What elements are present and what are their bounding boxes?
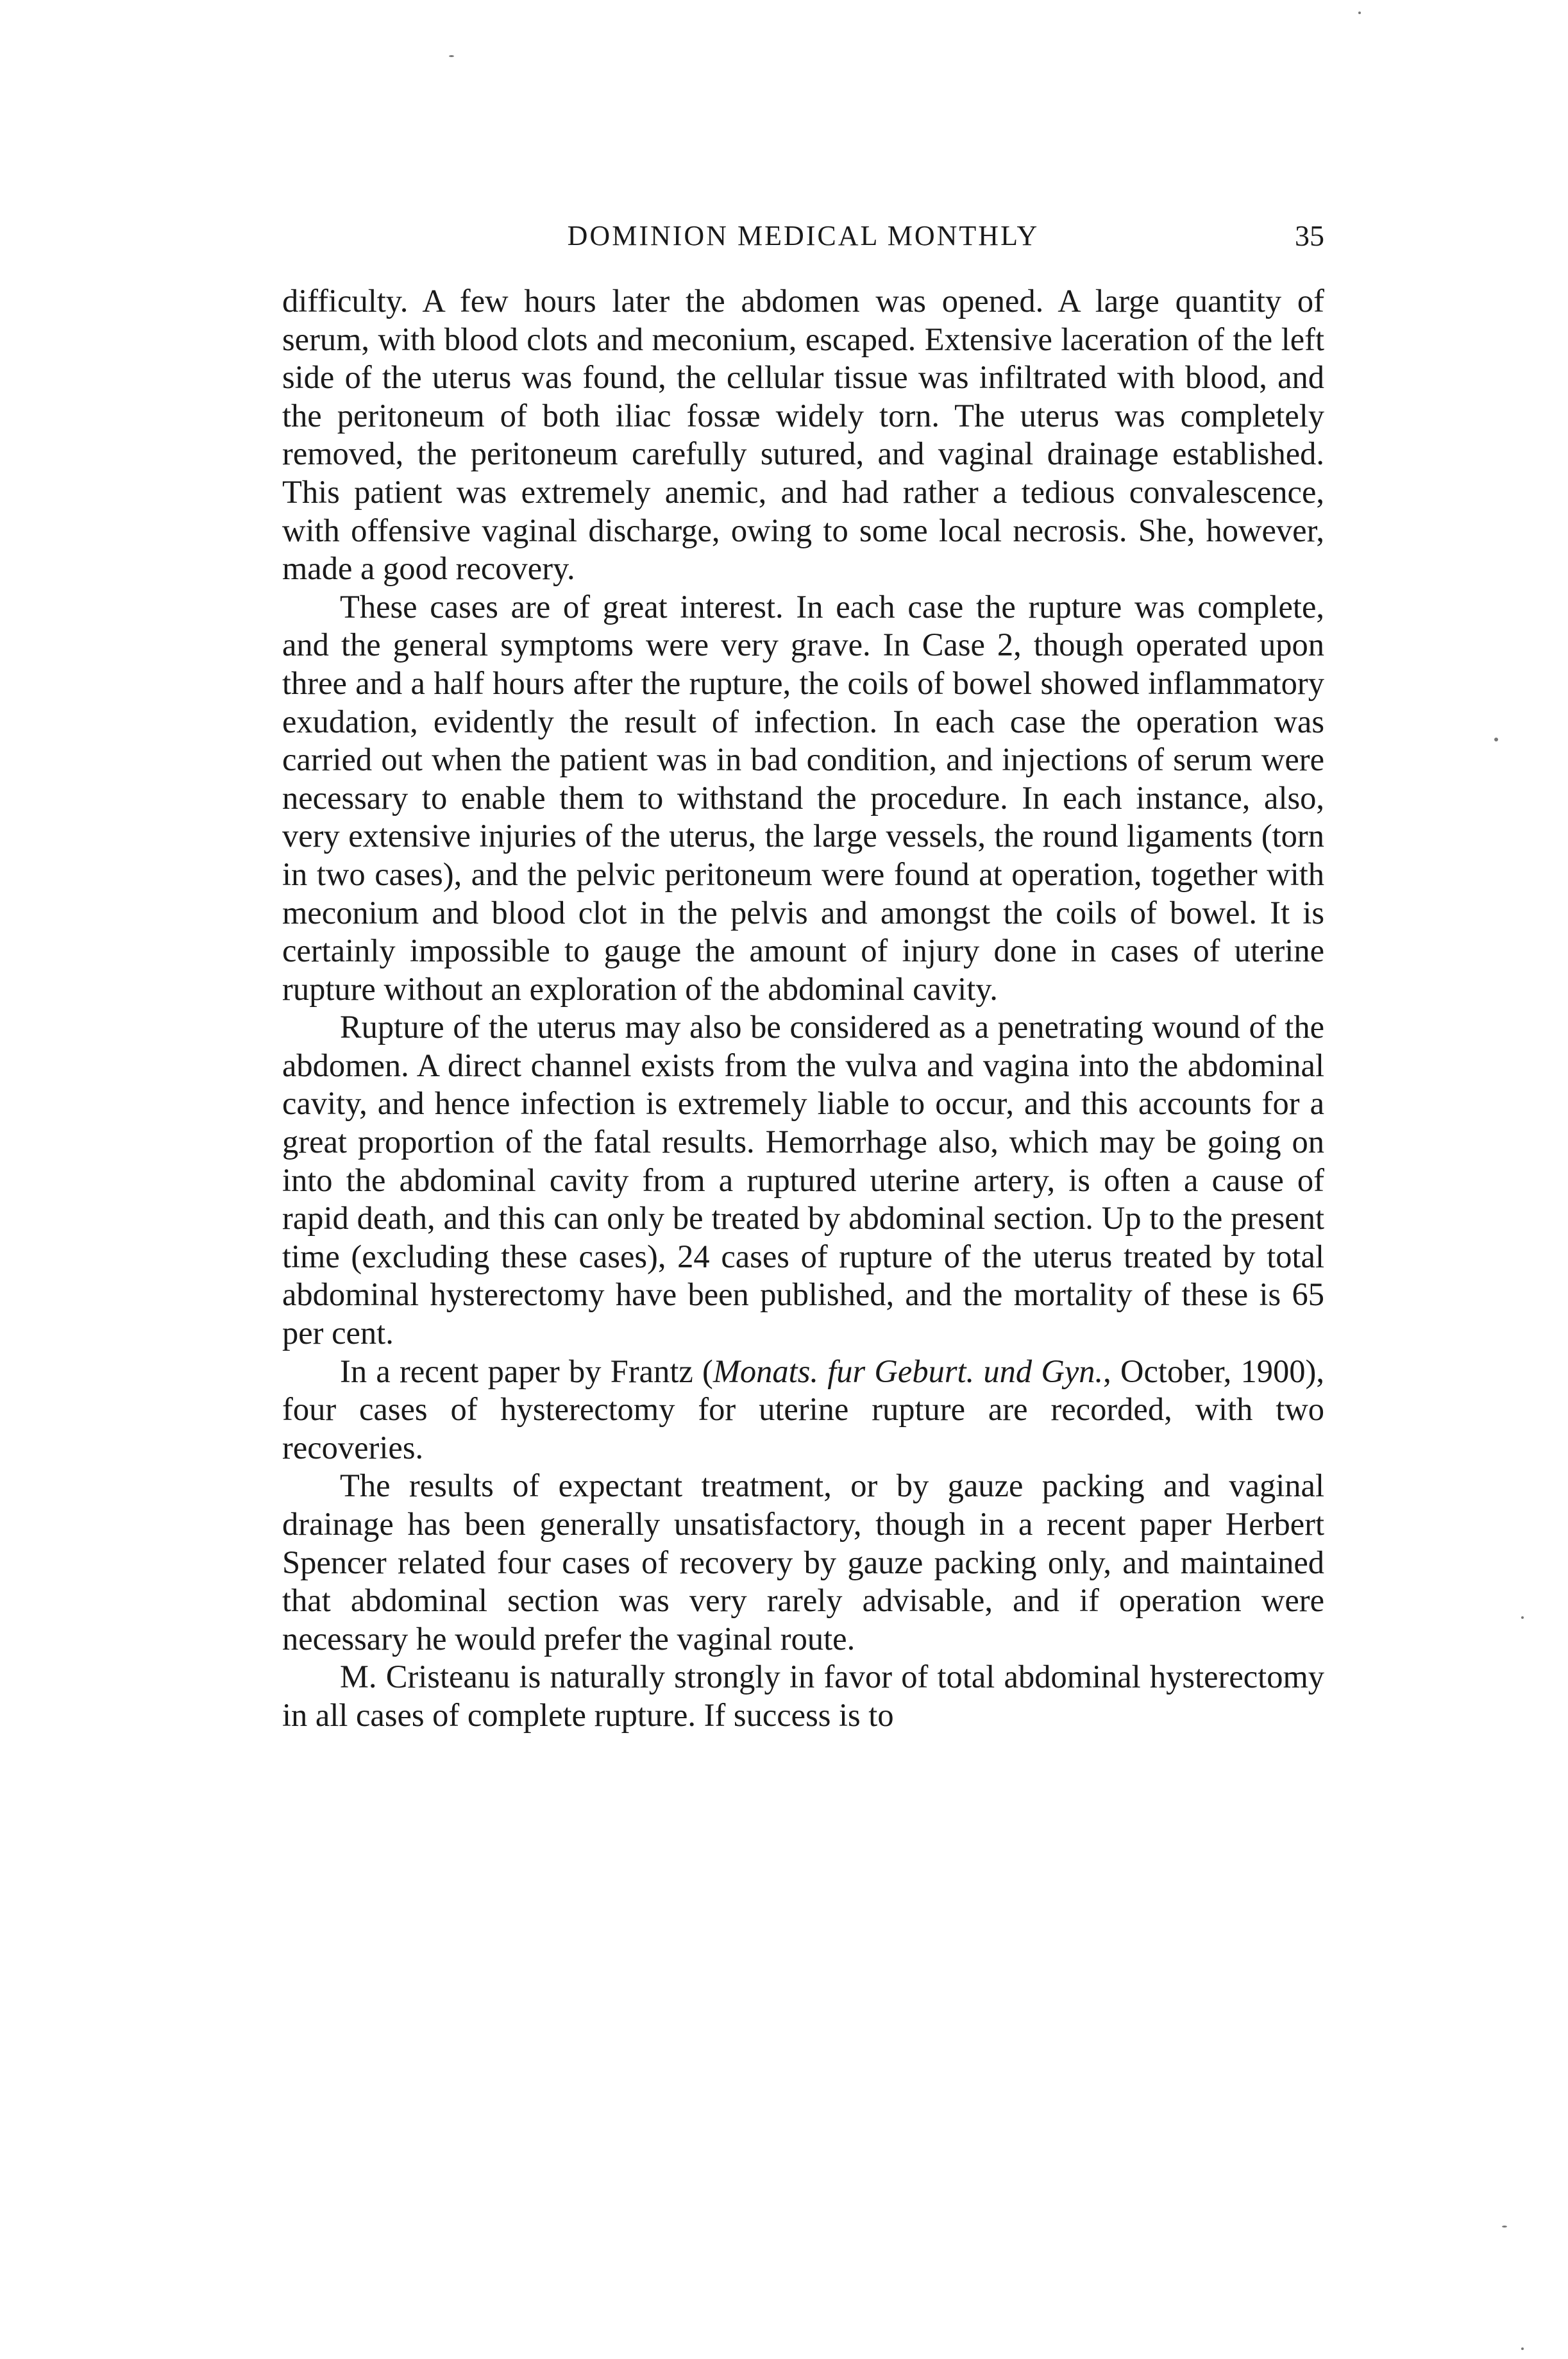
paragraph-expectant-treatment: The results of expectant treatment, or by gauze packing and vaginal drainage has been generally unsatisfactory, though in a recent paper Herbert Spencer related four cases of recovery by gauze packing only, and maintained that abdominal section was very rarely advisable, and if operation were necessary he would prefer the vaginal route. (282, 1467, 1324, 1657)
scan-speck (1494, 738, 1498, 741)
paragraph-case-discussion: These cases are of great interest. In each case the rupture was complete, and the general symptoms were very grave. In Case 2, though operated upon three and a half hours after the rupture, the coils of bowel showed inflammatory exudation, evidently the result of infection. In each case the operation was carried out when the patient was in bad condition, and injections of serum were necessary to enable them to withstand the procedure. In each instance, also, very extensive injuries of the uterus, the large vessels, the round ligaments (torn in two cases), and the pelvic peritoneum were found at operation, together with meconium and blood clot in the pelvis and amongst the coils of bowel. It is certainly impossible to gauge the amount of injury done in cases of uterine rupture without an exploration of the abdominal cavity. (282, 588, 1324, 1007)
scan-speck (1502, 2226, 1507, 2228)
scan-speck (1521, 1616, 1524, 1619)
paragraph-cristeanu: M. Cristeanu is naturally strongly in favor of total abdominal hysterectomy in all cases of complete rupture. If success is to (282, 1659, 1324, 1733)
paragraph-rupture-wound: Rupture of the uterus may also be considered as a penetrating wound of the abdomen. A direct channel exists from the vulva and vagina into the abdominal cavity, and hence infection is extremely liable to occur, and this accounts for a great proportion of the fatal results. Hemorrhage also, which may be going on into the abdominal cavity from a ruptured uterine artery, is often a cause of rapid death, and this can only be treated by abdominal section. Up to the present time (excluding these cases), 24 cases of rupture of the uterus treated by total abdominal hysterectomy have been published, and the mortality of these is 65 per cent. (282, 1009, 1324, 1351)
scan-speck (1521, 2347, 1524, 2350)
journal-citation: Monats. fur Geburt. und Gyn. (712, 1353, 1104, 1389)
scan-speck (1358, 12, 1361, 14)
citation-text-before: In a recent paper by Frantz ( (340, 1353, 713, 1389)
journal-title: DOMINION MEDICAL MONTHLY (567, 220, 1040, 251)
paragraph-frantz-citation (282, 1353, 1324, 1467)
paragraph-continued: difficulty. A few hours later the abdomen was opened. A large quantity of serum, with blood clots and meconium, escaped. Extensive laceration of the left side of the uterus was found, the cellular tissue was infiltrated with blood, and the peritoneum of both iliac fossæ widely torn. The uterus was completely removed, the peritoneum carefully sutured, and vaginal drainage established. This patient was extremely anemic, and had rather a tedious convalescence, with offensive vaginal discharge, owing to some local necrosis. She, however, made a good recovery. (282, 283, 1324, 587)
citation-text-after: , October, 1900), four cases of hysterectomy for uterine rupture are recorded, with two recoveries. (282, 1353, 1324, 1466)
scan-speck (449, 55, 454, 57)
running-header (282, 217, 1324, 255)
article-body (282, 282, 1324, 1735)
page-number: 35 (1295, 219, 1324, 252)
